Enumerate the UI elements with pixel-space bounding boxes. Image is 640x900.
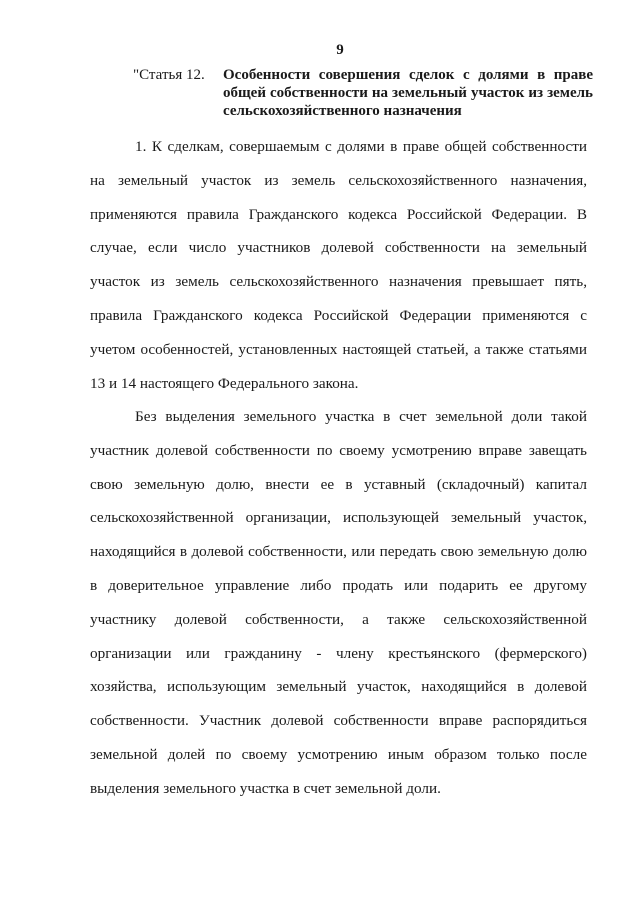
article-heading bbox=[133, 66, 593, 120]
article-label: "Статья 12. bbox=[133, 67, 205, 83]
paragraph-2: Без выделения земельного участка в счет земельной доли такой участник долевой собственности по своему усмотрению вправе завещать свою земельную долю, внести ее в уставный (складочный) капитал сельскохозяйственной организации, использующей земельный участок, находящийся в долевой собственности, или передать свою земельную долю в доверительное управление либо продать или подарить ее другому участнику долевой собственности, а также сельскохозяйственной организации или гражданину - члену крестьянского (фермерского) хозяйства, использующим земельный участок, находящийся в долевой собственности. Участник долевой собственности вправе распорядиться земельной долей по своему усмотрению иным образом только после выделения земельного участка в счет земельной доли. bbox=[90, 408, 587, 797]
paragraph-1: 1. К сделкам, совершаемым с долями в праве общей собственности на земельный участок из земель сельскохозяйственного назначения, применяются правила Гражданского кодекса Российской Федерации. В случае, если число участников долевой собственности на земельный участок из земель сельскохозяйственного назначения превышает пять, правила Гражданского кодекса Российской Федерации применяются с учетом особенностей, установленных настоящей статьей, а также статьями 13 и 14 настоящего Федерального закона. bbox=[90, 138, 587, 392]
article-title: Особенности совершения сделок с долями в праве общей собственности на земельный участок из земель сельскохозяйственного назначения bbox=[223, 67, 593, 119]
page-number: 9 bbox=[336, 42, 344, 58]
